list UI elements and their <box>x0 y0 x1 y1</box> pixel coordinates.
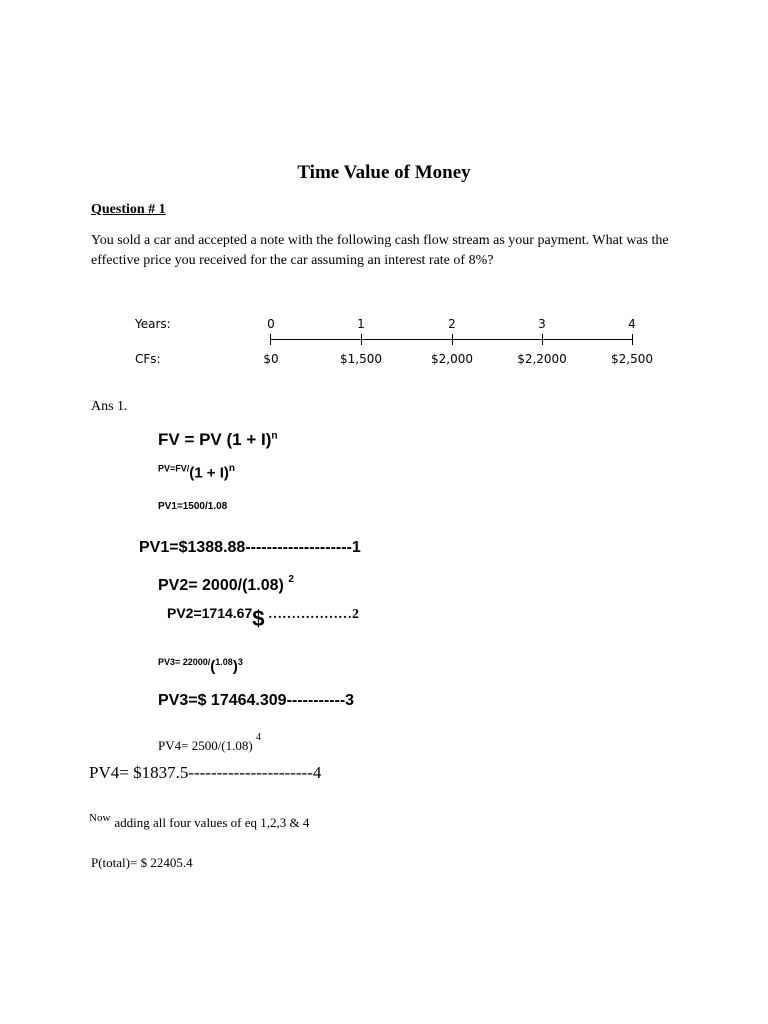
fv-exponent: n <box>271 430 278 442</box>
pv2-dollar: $ <box>252 606 265 631</box>
year-1: 1 <box>357 317 365 331</box>
cf-2: $2,000 <box>431 352 473 366</box>
pv3-open-paren: ( <box>210 658 216 675</box>
pv1-result: PV1=$1388.88--------------------1 <box>139 539 361 556</box>
year-2: 2 <box>448 317 456 331</box>
pv4-calc <box>158 732 261 754</box>
pv2-result <box>167 605 359 632</box>
pv4-result: PV4= $1837.5----------------------4 <box>89 763 322 782</box>
pv1-calc: PV1=1500/1.08 <box>158 501 228 512</box>
now-word: Now <box>89 812 111 824</box>
pv2-result-text: PV2=1714.67 <box>167 605 253 621</box>
fv-formula-text: FV = PV (1 + I) <box>158 430 272 449</box>
pv4-exponent: 4 <box>255 732 261 743</box>
pv3-base: 1.08 <box>215 657 233 667</box>
pv4-calc-text: PV4= 2500/(1.08) <box>158 738 253 753</box>
pv3-close-paren: ) <box>232 658 238 675</box>
pv2-calc <box>158 574 294 595</box>
cf-0: $0 <box>263 352 279 366</box>
cfs-label: CFs: <box>135 352 161 366</box>
pv3-exponent: 3 <box>237 657 243 667</box>
pv3-calc <box>158 652 243 675</box>
answer-label: Ans 1. <box>91 399 128 414</box>
timeline-tick <box>361 334 362 345</box>
year-4: 4 <box>628 317 636 331</box>
question-text: You sold a car and accepted a note with the following cash flow stream as your payment. What was the effective price you received for the car assuming an interest rate of 8%? <box>91 233 669 268</box>
total-result: P(total)= $ 22405.4 <box>91 855 193 870</box>
fv-formula <box>158 430 278 450</box>
question-heading: Question # 1 <box>91 202 166 217</box>
cf-3: $2,2000 <box>517 352 567 366</box>
pv-formula <box>158 463 235 482</box>
sum-statement-text: adding all four values of eq 1,2,3 & 4 <box>114 815 310 830</box>
cf-1: $1,500 <box>340 352 382 366</box>
sum-statement <box>89 812 309 832</box>
timeline-tick <box>270 334 271 345</box>
timeline-tick <box>452 334 453 345</box>
pv2-calc-text: PV2= 2000/(1.08) <box>158 577 284 594</box>
timeline-axis <box>270 339 632 340</box>
timeline-tick <box>632 334 633 345</box>
cf-4: $2,500 <box>611 352 653 366</box>
pv2-exponent: 2 <box>288 574 294 585</box>
pv3-result: PV3=$ 17464.309-----------3 <box>158 692 355 709</box>
pv-formula-prefix: PV=FV/ <box>158 463 190 474</box>
pv-exponent: n <box>228 463 235 474</box>
year-0: 0 <box>267 317 275 331</box>
pv-formula-text: (1 + I) <box>189 464 229 482</box>
page-title: Time Value of Money <box>297 162 471 183</box>
pv3-calc-prefix: PV3= 22000/ <box>158 657 211 667</box>
pv2-result-ref: ………………2 <box>264 607 359 622</box>
timeline-tick <box>542 334 543 345</box>
years-label: Years: <box>135 317 171 331</box>
year-3: 3 <box>538 317 546 331</box>
